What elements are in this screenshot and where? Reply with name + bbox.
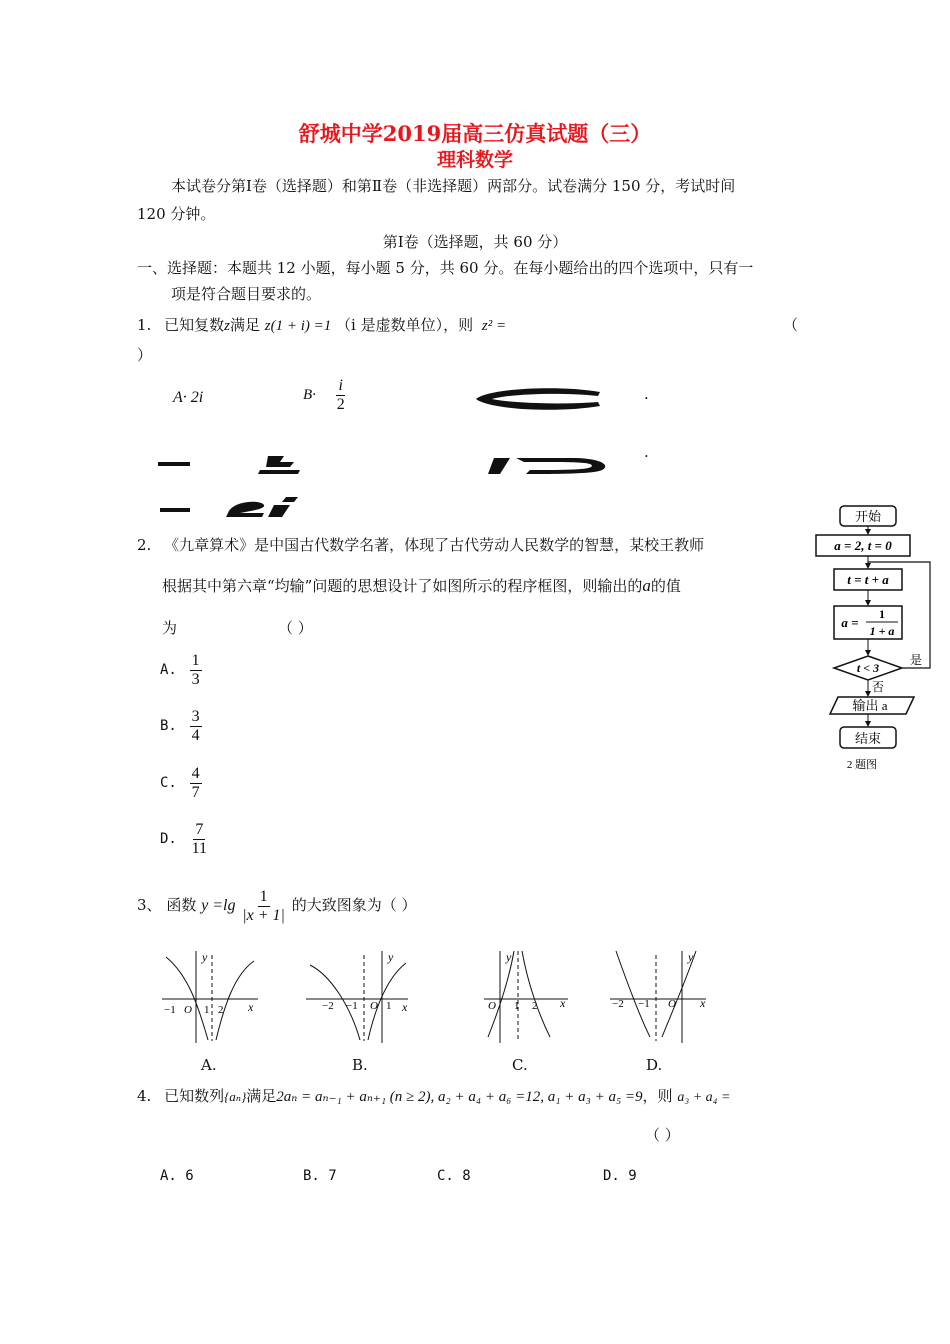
q4-target: a₃ + a₄ = — [677, 1090, 731, 1105]
q2-flowchart — [812, 500, 942, 775]
flowchart-end-text: 结束 — [854, 731, 882, 746]
q4-option-a: A. 6 — [160, 1168, 194, 1184]
graph-c-y-label: y — [506, 950, 512, 964]
q2-option-c-fraction — [190, 765, 202, 801]
q4-option-c: C. 8 — [437, 1168, 471, 1184]
q1-option-b-label: B· — [303, 387, 316, 404]
q2-option-b-den: 4 — [191, 726, 200, 744]
q2-number: 2. — [137, 536, 152, 554]
q2-option-d-den: 11 — [191, 839, 208, 857]
q3-graph-d-label: D. — [646, 1056, 663, 1074]
instruction-line-1: 一、选择题：本题共 12 小题，每小题 5 分，共 60 分。在每小题给出的四个选项中，只有一 — [137, 259, 754, 277]
q2-option-a-fraction — [190, 652, 202, 688]
flowchart-step1-text: t = t + a — [847, 572, 889, 587]
q3-text-suffix: 的大致图象为（ ） — [291, 896, 417, 915]
q1-option-b — [303, 377, 347, 413]
flowchart-no: 否 — [872, 680, 885, 694]
q1-garbled-dash-2 — [160, 508, 190, 512]
flowchart-step2-num: 1 — [879, 607, 885, 621]
intro-line-1: 本试卷分第Ⅰ卷（选择题）和第Ⅱ卷（非选择题）两部分。试卷满分 150 分，考试时间 — [171, 177, 736, 195]
q4-paren: （ ） — [645, 1126, 680, 1144]
q4-text-mid: 满足 — [246, 1087, 277, 1105]
q4-text-then: ，则 — [642, 1087, 673, 1105]
q1-equation: z(1 + i) =1 — [264, 318, 332, 334]
q3-graph-b — [302, 945, 417, 1045]
q3-stem — [137, 888, 417, 924]
q3-fraction — [240, 888, 287, 924]
graph-c-x-label: x — [560, 996, 566, 1010]
q2-option-a — [160, 652, 202, 688]
q1-number: 1. — [137, 316, 152, 334]
q3-frac-den: |x + 1| — [242, 906, 285, 924]
graph-d-tick-1: −2 — [612, 998, 624, 1010]
q1-paren-open: （ — [783, 316, 799, 334]
graph-b-y-label: y — [388, 950, 394, 964]
graph-a-tick-2: O — [184, 1004, 192, 1016]
q2-line-1-text: 《九章算术》是中国古代数学名著，体现了古代劳动人民数学的智慧，某校王教师 — [164, 536, 705, 554]
q1-option-d-garbled-glyph — [486, 456, 612, 476]
flowchart-step2-lhs: a = — [841, 615, 859, 630]
q1-option-b-num: i — [338, 377, 343, 394]
q2-option-b-label: B. — [160, 718, 177, 735]
graph-a-x-label: x — [248, 1000, 254, 1014]
q3-graph-c-label: C. — [512, 1056, 528, 1074]
q3-func-lhs: y =lg — [201, 897, 236, 915]
q1-garbled-dash-1 — [158, 462, 190, 466]
q2-line-2-suffix: 的值 — [650, 577, 681, 595]
q1-option-c-garbled-glyph — [470, 386, 610, 412]
q2-line-2-prefix: 根据其中第六章“均输”问题的思想设计了如图所示的程序框图，则输出的 — [162, 577, 643, 595]
q3-graph-a — [158, 945, 268, 1045]
graph-a-y-label: y — [202, 950, 208, 964]
flowchart-start-text: 开始 — [854, 509, 882, 524]
flowchart-yes: 是 — [910, 653, 923, 667]
q1-paren-close: ） — [137, 346, 153, 364]
graph-a-tick-3: 1 — [204, 1004, 210, 1016]
q1-stem — [137, 314, 506, 335]
q1-option-a: A· 2i — [173, 389, 204, 406]
intro-line-2: 120 分钟。 — [137, 205, 216, 223]
page-title: 舒城中学2019届高三仿真试题（三） — [298, 121, 652, 146]
q3-graph-c — [480, 945, 575, 1045]
graph-d-tick-2: −1 — [638, 998, 650, 1010]
graph-d-y-label: y — [688, 950, 694, 964]
q1-note: （i 是虚数单位），则 — [336, 316, 474, 334]
graph-c-tick-1: O — [488, 1000, 496, 1012]
q2-option-c-den: 7 — [191, 783, 200, 801]
q3-graph-d — [606, 945, 716, 1045]
q3-graph-a-label: A. — [201, 1056, 217, 1074]
graph-c-tick-2: 1 — [514, 1000, 520, 1012]
q2-line-3: 为 — [162, 619, 178, 637]
graph-d-x-label: x — [700, 996, 706, 1010]
q1-dot-1: · — [644, 389, 649, 407]
q1-text-prefix: 已知复数 — [164, 316, 225, 334]
q2-option-b-num: 3 — [191, 708, 200, 725]
q1-dot-2: · — [644, 447, 649, 465]
flowchart-step2-den: 1 + a — [869, 624, 895, 638]
graph-b-tick-2: −1 — [346, 1000, 358, 1012]
q2-paren: （ ） — [278, 619, 313, 637]
q2-option-d-label: D. — [160, 831, 177, 848]
q3-number: 3、 — [137, 896, 162, 915]
q2-option-d-fraction — [190, 821, 209, 857]
q2-option-a-den: 3 — [191, 670, 200, 688]
q2-option-c-num: 4 — [191, 765, 200, 782]
flowchart-output-text: 输出 a — [852, 698, 888, 713]
q1-garbled-glyph-i2 — [254, 452, 306, 476]
q2-option-c — [160, 765, 202, 801]
q3-graph-b-label: B. — [352, 1056, 368, 1074]
instruction-line-2: 项是符合题目要求的。 — [171, 285, 322, 303]
q2-option-a-num: 1 — [191, 652, 200, 669]
graph-b-tick-1: −2 — [322, 1000, 334, 1012]
q2-option-b-fraction — [190, 708, 202, 744]
q4-text-prefix: 已知数列 — [164, 1087, 225, 1105]
graph-b-tick-3: O — [370, 1000, 378, 1012]
q4-conditions: 2aₙ = aₙ₋₁ + aₙ₊₁ (n ≥ 2), a₂ + a₄ + a₆ =12, a₁ + a₃ + a₅ =9 — [276, 1089, 643, 1105]
q1-target: z² = — [481, 318, 507, 334]
graph-b-tick-4: 1 — [386, 1000, 392, 1012]
q4-number: 4. — [137, 1087, 152, 1105]
q2-var-a: a — [642, 576, 651, 595]
q4-seq: {aₙ} — [224, 1089, 247, 1104]
graph-c-tick-3: 2 — [532, 1000, 538, 1012]
graph-a-tick-1: −1 — [164, 1004, 176, 1016]
q3-text-prefix: 函数 — [166, 896, 197, 915]
q1-option-b-den: 2 — [336, 395, 345, 413]
graph-b-x-label: x — [402, 1000, 408, 1014]
flowchart-caption: 2 题图 — [846, 759, 878, 771]
page-subtitle: 理科数学 — [436, 149, 513, 171]
q1-text-mid: 满足 — [229, 316, 260, 334]
graph-a-tick-4: 2 — [218, 1004, 224, 1016]
q4-option-d: D. 9 — [603, 1168, 637, 1184]
q1-var-z: z — [224, 318, 230, 334]
q4-stem — [137, 1085, 730, 1106]
q4-option-b: B. 7 — [303, 1168, 337, 1184]
q1-option-b-fraction — [335, 377, 347, 413]
graph-d-left-curve — [616, 951, 650, 1037]
graph-c-right-curve — [522, 951, 550, 1037]
q2-option-a-label: A. — [160, 662, 177, 679]
q2-option-d-num: 7 — [195, 821, 204, 838]
q1-garbled-glyph-2i — [224, 497, 304, 519]
q2-line-1 — [137, 534, 704, 555]
flowchart-condition-text: t < 3 — [856, 661, 880, 675]
section-heading: 第Ⅰ卷（选择题，共 60 分） — [382, 233, 568, 251]
q2-line-2 — [162, 575, 681, 596]
q3-frac-num: 1 — [259, 888, 268, 905]
q2-option-d — [160, 821, 209, 857]
q2-option-b — [160, 708, 202, 744]
q2-option-c-label: C. — [160, 775, 177, 792]
flowchart-init-text: a = 2, t = 0 — [834, 538, 892, 553]
graph-d-tick-3: O — [668, 998, 676, 1010]
